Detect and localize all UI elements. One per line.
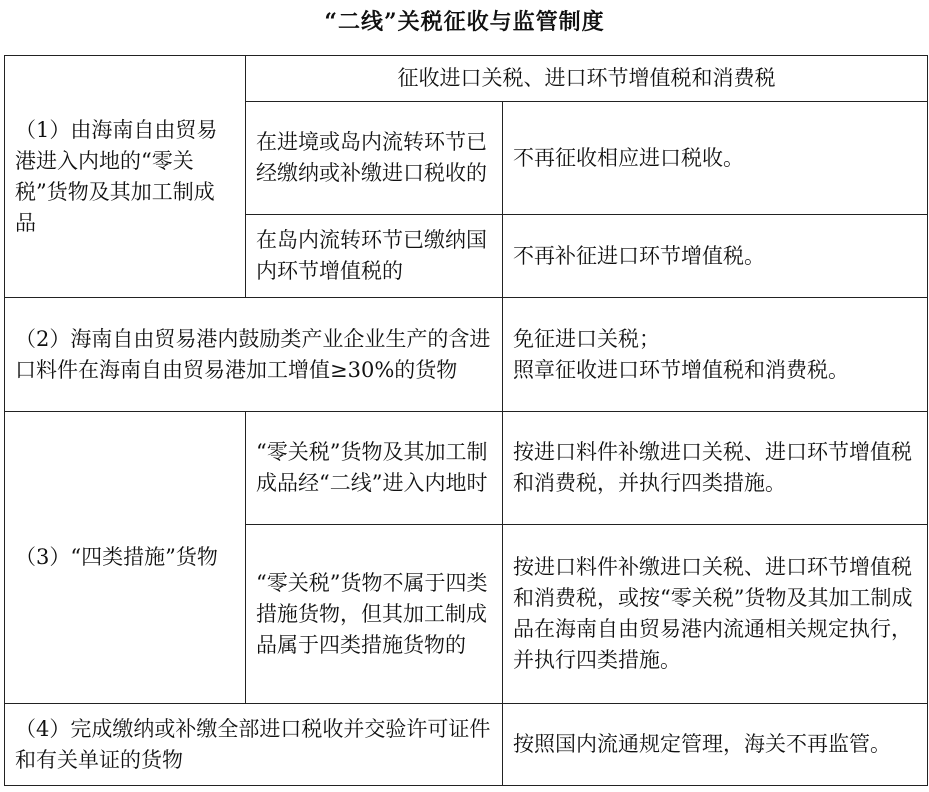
treatment-text: 按进口料件补缴进口关税、进口环节增值税和消费税，或按“零关税”货物及其加工制成品在海南自由贸易港内流通相关规定执行，并执行四类措施。 [513, 555, 913, 672]
condition-cell [246, 412, 503, 525]
category-cell-2 [5, 298, 503, 412]
treatment-text: 不再补征进口环节增值税。 [513, 243, 765, 268]
treatment-text: 按照国内流通规定管理，海关不再监管。 [513, 732, 891, 756]
header-text: 征收进口关税、进口环节增值税和消费税 [397, 66, 776, 90]
category-cell-3 [5, 412, 246, 704]
category-text: （3）“四类措施”货物 [15, 545, 218, 569]
table-row [5, 56, 928, 102]
treatment-cell [503, 704, 928, 786]
category-cell-1 [5, 56, 246, 298]
category-text: （2）海南自由贸易港内鼓励类产业企业生产的含进口料件在海南自由贸易港加工增值≥30%的货物 [15, 326, 491, 382]
condition-text: 在岛内流转环节已缴纳国内环节增值税的 [256, 228, 487, 283]
condition-text: “零关税”货物不属于四类措施货物，但其加工制成品属于四类措施货物的 [256, 570, 488, 657]
treatment-cell [503, 525, 928, 704]
category-text: （4）完成缴纳或补缴全部进口税收并交验许可证件和有关单证的货物 [15, 716, 491, 772]
condition-cell [246, 102, 503, 215]
category-cell-4 [5, 704, 503, 786]
category-text: （1）由海南自由贸易港进入内地的“零关税”货物及其加工制成品 [15, 117, 218, 235]
table-row [5, 298, 928, 412]
condition-text: 在进境或岛内流转环节已经缴纳或补缴进口税收的 [256, 130, 487, 185]
treatment-line: 照章征收进口环节增值税和消费税。 [513, 357, 849, 382]
treatment-cell [503, 215, 928, 298]
header-cell-1 [246, 56, 928, 102]
condition-cell [246, 215, 503, 298]
policy-table [4, 55, 928, 786]
document-title: “二线”关税征收与监管制度 [324, 9, 605, 35]
table-row [5, 412, 928, 525]
treatment-cell [503, 412, 928, 525]
condition-cell [246, 525, 503, 704]
treatment-cell [503, 298, 928, 412]
table-row [5, 704, 928, 786]
treatment-line: 免征进口关税； [513, 326, 660, 351]
treatment-cell [503, 102, 928, 215]
treatment-text: 按进口料件补缴进口关税、进口环节增值税和消费税，并执行四类措施。 [513, 440, 912, 495]
treatment-text: 不再征收相应进口税收。 [513, 145, 744, 170]
condition-text: “零关税”货物及其加工制成品经“二线”进入内地时 [256, 440, 488, 495]
